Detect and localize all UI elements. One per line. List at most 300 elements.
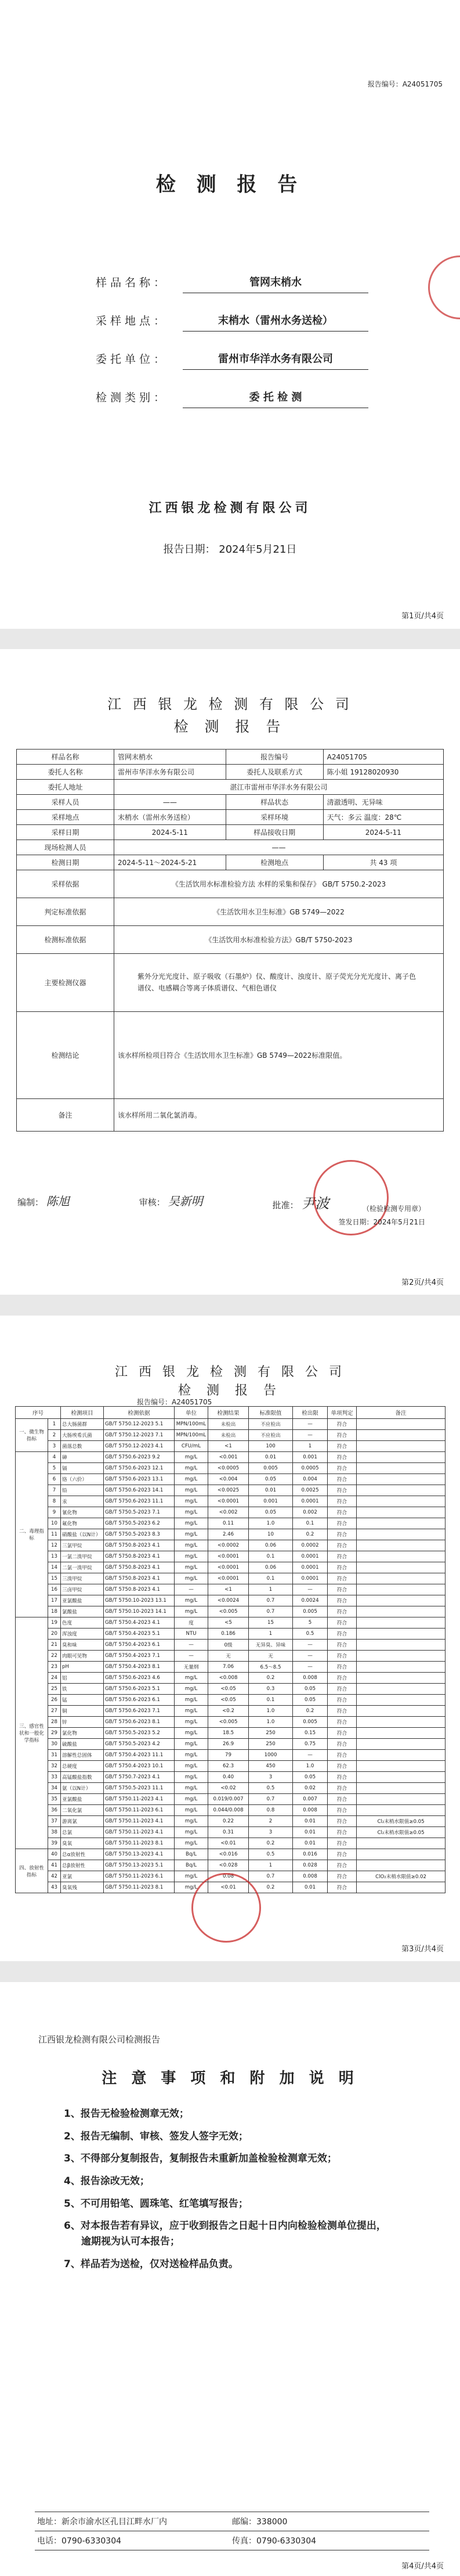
result-cell: 18.5 bbox=[208, 1728, 249, 1739]
result-cell: mg/L bbox=[175, 1871, 208, 1882]
result-cell: — bbox=[293, 1640, 328, 1651]
result-cell: GB/T 5750.11-2023 6.1 bbox=[104, 1805, 175, 1816]
result-cell: GB/T 5750.11-2023 4.1 bbox=[104, 1827, 175, 1838]
result-cell bbox=[357, 1540, 445, 1551]
result-cell: GB/T 5750.6-2023 9.2 bbox=[104, 1452, 175, 1463]
result-cell: <0.0001 bbox=[208, 1573, 249, 1584]
result-cell: GB/T 5750.12-2023 5.1 bbox=[104, 1419, 175, 1430]
result-cell: mg/L bbox=[175, 1695, 208, 1706]
result-cell: 符合 bbox=[328, 1518, 357, 1529]
result-cell: mg/L bbox=[175, 1882, 208, 1893]
report-title: 检 测 报 告 bbox=[178, 1384, 282, 1398]
result-row bbox=[16, 1452, 445, 1463]
cover-field-row bbox=[96, 382, 368, 408]
result-cell: 26.9 bbox=[208, 1739, 249, 1750]
result-cell: MPN/100mL bbox=[175, 1419, 208, 1430]
result-cell: 符合 bbox=[328, 1706, 357, 1717]
result-cell: 0.5 bbox=[249, 1783, 293, 1794]
report-title: 检 测 报 告 bbox=[155, 173, 305, 196]
result-cell bbox=[357, 1783, 445, 1794]
result-cell: 符合 bbox=[328, 1606, 357, 1617]
result-cell: 0.2 bbox=[249, 1882, 293, 1893]
result-cell: 3 bbox=[249, 1827, 293, 1838]
result-row bbox=[16, 1474, 445, 1485]
result-cell: 450 bbox=[249, 1761, 293, 1772]
result-cell bbox=[357, 1794, 445, 1805]
result-row bbox=[16, 1761, 445, 1772]
result-cell: <0.0002 bbox=[208, 1540, 249, 1551]
result-cell: mg/L bbox=[175, 1761, 208, 1772]
info-value: 2024-5-11～2024-5-21 bbox=[114, 855, 226, 870]
result-cell: 锰 bbox=[61, 1695, 104, 1706]
info-value: 湛江市雷州市华洋水务有限公司 bbox=[114, 780, 444, 795]
result-cell: 38 bbox=[48, 1827, 61, 1838]
result-cell: GB/T 5750.11-2023 4.1 bbox=[104, 1794, 175, 1805]
result-cell: 79 bbox=[208, 1750, 249, 1761]
result-cell: 硝酸盐（以N计） bbox=[61, 1529, 104, 1540]
result-cell: GB/T 5750.11-2023 6.1 bbox=[104, 1871, 175, 1882]
result-cell: GB/T 5750.6-2023 7.1 bbox=[104, 1706, 175, 1717]
result-cell: 0.01 bbox=[293, 1882, 328, 1893]
info-label: 委托人地址 bbox=[17, 780, 114, 795]
result-cell: 100 bbox=[249, 1441, 293, 1452]
result-cell: <0.002 bbox=[208, 1507, 249, 1518]
result-row bbox=[16, 1419, 445, 1430]
result-cell: 35 bbox=[48, 1794, 61, 1805]
result-cell: 62.3 bbox=[208, 1761, 249, 1772]
result-cell: GB/T 5750.4-2023 8.1 bbox=[104, 1662, 175, 1673]
column-header: 序号 bbox=[16, 1407, 61, 1419]
result-cell: 0.5 bbox=[293, 1629, 328, 1640]
result-cell: 0.019/0.007 bbox=[208, 1794, 249, 1805]
result-cell: 0.0001 bbox=[293, 1562, 328, 1573]
result-cell: 肉眼可见物 bbox=[61, 1651, 104, 1662]
result-cell: 亚氯酸盐 bbox=[61, 1794, 104, 1805]
report-number: 报告编号：A24051705 bbox=[137, 1398, 212, 1406]
result-cell: <0.01 bbox=[208, 1838, 249, 1849]
notes-list bbox=[64, 2109, 412, 2282]
column-header: 检测结果 bbox=[208, 1407, 249, 1419]
result-cell bbox=[357, 1441, 445, 1452]
result-cell: mg/L bbox=[175, 1518, 208, 1529]
info-row bbox=[17, 1012, 444, 1099]
result-row bbox=[16, 1838, 445, 1849]
result-cell bbox=[357, 1430, 445, 1441]
info-value: 2024-5-11 bbox=[323, 825, 443, 840]
result-cell: mg/L bbox=[175, 1452, 208, 1463]
result-cell: mg/L bbox=[175, 1529, 208, 1540]
info-value: 陈小姐 19128020930 bbox=[323, 765, 443, 780]
result-cell: 0.40 bbox=[208, 1772, 249, 1783]
result-cell: mg/L bbox=[175, 1750, 208, 1761]
field-value: 委 托 检 测 bbox=[183, 389, 368, 408]
result-cell: 未检出 bbox=[208, 1430, 249, 1441]
result-cell: 21 bbox=[48, 1640, 61, 1651]
result-cell: Cl₂末梢水限值≥0.05 bbox=[357, 1816, 445, 1827]
result-cell: 符合 bbox=[328, 1805, 357, 1816]
result-cell: mg/L bbox=[175, 1595, 208, 1606]
result-cell: <0.0024 bbox=[208, 1595, 249, 1606]
result-cell: mg/L bbox=[175, 1794, 208, 1805]
result-cell: GB/T 5750.12-2023 4.1 bbox=[104, 1441, 175, 1452]
result-cell: GB/T 5750.5-2023 7.1 bbox=[104, 1507, 175, 1518]
result-cell: 0.008 bbox=[293, 1805, 328, 1816]
result-cell: 符合 bbox=[328, 1584, 357, 1595]
company-name: 江 西 银 龙 检 测 有 限 公 司 bbox=[115, 1365, 345, 1379]
result-cell: 0.002 bbox=[293, 1507, 328, 1518]
note-item: 3、不得部分复制报告，复制报告未重新加盖检验检测章无效； bbox=[64, 2153, 337, 2165]
result-cell: 14 bbox=[48, 1562, 61, 1573]
result-cell: 30 bbox=[48, 1739, 61, 1750]
result-cell bbox=[357, 1474, 445, 1485]
result-cell: GB/T 5750.13-2023 4.1 bbox=[104, 1849, 175, 1860]
signature-approver: 批准： 尹波 bbox=[272, 1195, 329, 1212]
category-cell: 一、微生物指标 bbox=[16, 1419, 48, 1452]
result-cell: 硫酸盐 bbox=[61, 1739, 104, 1750]
field-label: 检测类别： bbox=[96, 391, 169, 404]
result-cell: 18 bbox=[48, 1606, 61, 1617]
sample-info-table bbox=[16, 749, 444, 1132]
result-row bbox=[16, 1573, 445, 1584]
column-header: 单位 bbox=[175, 1407, 208, 1419]
contact-row bbox=[35, 2512, 429, 2531]
result-cell: GB/T 5750.7-2023 4.1 bbox=[104, 1772, 175, 1783]
result-cell: 10 bbox=[249, 1529, 293, 1540]
result-cell: 符合 bbox=[328, 1540, 357, 1551]
result-cell: 总β放射性 bbox=[61, 1860, 104, 1871]
result-cell: <0.0001 bbox=[208, 1562, 249, 1573]
result-cell: 二氯一溴甲烷 bbox=[61, 1562, 104, 1573]
result-row bbox=[16, 1562, 445, 1573]
result-cell: 250 bbox=[249, 1739, 293, 1750]
report-number: 报告编号：A24051705 bbox=[367, 80, 443, 88]
result-cell: 43 bbox=[48, 1882, 61, 1893]
result-cell: 0.001 bbox=[293, 1452, 328, 1463]
result-cell: 0.001 bbox=[249, 1496, 293, 1507]
result-cell: GB/T 5750.4-2023 5.1 bbox=[104, 1629, 175, 1640]
result-cell: GB/T 5750.4-2023 7.1 bbox=[104, 1651, 175, 1662]
signature-compiler: 编制： 陈旭 bbox=[17, 1194, 70, 1208]
result-cell: 0.05 bbox=[249, 1474, 293, 1485]
result-cell: 符合 bbox=[328, 1838, 357, 1849]
result-cell: 0.7 bbox=[249, 1794, 293, 1805]
result-cell: <0.02 bbox=[208, 1783, 249, 1794]
result-cell: 无异臭、异味 bbox=[249, 1640, 293, 1651]
result-cell: 0.8 bbox=[249, 1805, 293, 1816]
info-label: 委托人名称 bbox=[17, 765, 114, 780]
result-row bbox=[16, 1430, 445, 1441]
result-cell: 0.016 bbox=[293, 1849, 328, 1860]
result-cell: 0.7 bbox=[249, 1595, 293, 1606]
result-row bbox=[16, 1783, 445, 1794]
result-cell bbox=[357, 1750, 445, 1761]
result-cell: GB/T 5750.5-2023 6.2 bbox=[104, 1518, 175, 1529]
result-cell: 铅 bbox=[61, 1485, 104, 1496]
result-cell: 10 bbox=[48, 1518, 61, 1529]
result-cell bbox=[357, 1706, 445, 1717]
result-cell: 符合 bbox=[328, 1783, 357, 1794]
page-footer: 第1页/共4页 bbox=[401, 612, 444, 621]
result-cell: mg/L bbox=[175, 1805, 208, 1816]
info-value: —— bbox=[114, 795, 226, 810]
result-cell: 0.005 bbox=[293, 1717, 328, 1728]
result-cell: 氨（以N计） bbox=[61, 1783, 104, 1794]
info-page bbox=[0, 649, 460, 1295]
info-label: 样品名称 bbox=[17, 750, 114, 765]
results-table bbox=[15, 1406, 445, 1893]
result-cell: 1 bbox=[48, 1419, 61, 1430]
result-cell: GB/T 5750.8-2023 4.1 bbox=[104, 1562, 175, 1573]
result-cell: 符合 bbox=[328, 1882, 357, 1893]
result-cell: 亚氯 bbox=[61, 1871, 104, 1882]
cover-field-row bbox=[96, 344, 368, 370]
result-cell bbox=[357, 1651, 445, 1662]
result-cell: 符合 bbox=[328, 1496, 357, 1507]
result-cell: 0.02 bbox=[293, 1783, 328, 1794]
result-row bbox=[16, 1584, 445, 1595]
result-cell: 0.005 bbox=[249, 1463, 293, 1474]
result-cell bbox=[357, 1761, 445, 1772]
result-cell: CFU/mL bbox=[175, 1441, 208, 1452]
info-label: 报告编号 bbox=[226, 750, 323, 765]
field-value: 雷州市华洋水务有限公司 bbox=[183, 351, 368, 370]
info-row bbox=[17, 810, 444, 825]
result-cell: mg/L bbox=[175, 1485, 208, 1496]
info-value: A24051705 bbox=[323, 750, 443, 765]
info-value: 雷州市华洋水务有限公司 bbox=[114, 765, 226, 780]
result-cell: 0.22 bbox=[208, 1816, 249, 1827]
result-cell bbox=[357, 1606, 445, 1617]
field-label: 采样地点： bbox=[96, 315, 169, 327]
result-row bbox=[16, 1551, 445, 1562]
result-cell: 0.028 bbox=[293, 1860, 328, 1871]
result-cell: 色度 bbox=[61, 1617, 104, 1629]
info-value: 紫外分光光度计、原子吸收（石墨炉）仪、酸度计、浊度计、原子荧光分光光度计、离子色谱仪、电感耦合等离子体质谱仪、气相色谱仪 bbox=[114, 954, 444, 1012]
result-cell: 0.0025 bbox=[293, 1485, 328, 1496]
result-cell bbox=[357, 1838, 445, 1849]
result-cell: mg/L bbox=[175, 1540, 208, 1551]
result-cell: — bbox=[293, 1662, 328, 1673]
result-cell: 一氯二溴甲烷 bbox=[61, 1551, 104, 1562]
result-cell: ClO₂末梢水限值≥0.02 bbox=[357, 1871, 445, 1882]
result-cell: 33 bbox=[48, 1772, 61, 1783]
result-cell: 氯酸盐 bbox=[61, 1606, 104, 1617]
result-cell: 0.2 bbox=[293, 1706, 328, 1717]
result-cell: 0.5 bbox=[249, 1849, 293, 1860]
result-cell: 0.008 bbox=[293, 1673, 328, 1684]
result-cell bbox=[357, 1584, 445, 1595]
result-cell: 0.3 bbox=[249, 1684, 293, 1695]
cover-page bbox=[0, 0, 460, 629]
note-item: 6、对本报告若有异议，应于收到报告之日起十日内向检验检测单位提出， bbox=[64, 2220, 386, 2232]
result-cell: 0.186 bbox=[208, 1629, 249, 1640]
result-cell: 铁 bbox=[61, 1684, 104, 1695]
result-cell: 0.7 bbox=[249, 1606, 293, 1617]
result-cell: 0.0001 bbox=[293, 1551, 328, 1562]
result-cell: mg/L bbox=[175, 1783, 208, 1794]
result-cell bbox=[357, 1562, 445, 1573]
result-cell: <0.005 bbox=[208, 1717, 249, 1728]
info-label: 采样人员 bbox=[17, 795, 114, 810]
info-label: 样品状态 bbox=[226, 795, 323, 810]
result-cell: 15 bbox=[249, 1617, 293, 1629]
result-cell: 2 bbox=[249, 1816, 293, 1827]
result-cell: 氰化物 bbox=[61, 1507, 104, 1518]
postcode: 邮编：338000 bbox=[232, 2517, 288, 2527]
result-row bbox=[16, 1695, 445, 1706]
result-cell: GB/T 5750.4-2023 4.1 bbox=[104, 1617, 175, 1629]
result-cell: 0.1 bbox=[249, 1695, 293, 1706]
result-cell bbox=[357, 1507, 445, 1518]
category-cell: 二、毒理指标 bbox=[16, 1452, 48, 1617]
result-cell bbox=[357, 1695, 445, 1706]
result-cell: 无 bbox=[208, 1651, 249, 1662]
result-cell: <5 bbox=[208, 1617, 249, 1629]
info-value: 共 43 项 bbox=[323, 855, 443, 870]
result-cell: 23 bbox=[48, 1662, 61, 1673]
result-cell: 砷 bbox=[61, 1452, 104, 1463]
result-row bbox=[16, 1617, 445, 1629]
result-cell: 0.0005 bbox=[293, 1463, 328, 1474]
result-cell: 12 bbox=[48, 1540, 61, 1551]
result-row bbox=[16, 1463, 445, 1474]
result-cell: 1 bbox=[293, 1441, 328, 1452]
results-seal-stamp bbox=[191, 1873, 261, 1943]
result-cell: 1.0 bbox=[293, 1761, 328, 1772]
result-row bbox=[16, 1750, 445, 1761]
notes-page bbox=[0, 1982, 460, 2576]
result-cell: 9 bbox=[48, 1507, 61, 1518]
result-cell: mg/L bbox=[175, 1573, 208, 1584]
result-cell: <0.05 bbox=[208, 1695, 249, 1706]
result-cell: 符合 bbox=[328, 1640, 357, 1651]
result-cell: 36 bbox=[48, 1805, 61, 1816]
result-cell: 0.0024 bbox=[293, 1595, 328, 1606]
result-cell: mg/L bbox=[175, 1551, 208, 1562]
result-cell: 锌 bbox=[61, 1717, 104, 1728]
result-cell: 2 bbox=[48, 1430, 61, 1441]
result-cell: mg/L bbox=[175, 1496, 208, 1507]
info-value: 末梢水（雷州水务送检） bbox=[114, 810, 226, 825]
result-cell bbox=[357, 1673, 445, 1684]
notes-header: 江西银龙检测有限公司检测报告 bbox=[38, 2034, 161, 2045]
result-cell: GB/T 5750.8-2023 4.1 bbox=[104, 1551, 175, 1562]
result-cell: 16 bbox=[48, 1584, 61, 1595]
result-cell: GB/T 5750.4-2023 10.1 bbox=[104, 1761, 175, 1772]
result-cell: 250 bbox=[249, 1728, 293, 1739]
result-cell: 符合 bbox=[328, 1441, 357, 1452]
result-cell: <0.005 bbox=[208, 1606, 249, 1617]
result-cell: GB/T 5750.13-2023 5.1 bbox=[104, 1860, 175, 1871]
info-row bbox=[17, 825, 444, 840]
result-row bbox=[16, 1529, 445, 1540]
info-row bbox=[17, 750, 444, 765]
result-cell: 符合 bbox=[328, 1507, 357, 1518]
page-footer: 第3页/共4页 bbox=[401, 1945, 444, 1954]
result-cell: 符合 bbox=[328, 1651, 357, 1662]
result-row bbox=[16, 1717, 445, 1728]
result-cell: 符合 bbox=[328, 1629, 357, 1640]
info-row bbox=[17, 870, 444, 898]
result-cell: 0.01 bbox=[293, 1827, 328, 1838]
result-cell: 3 bbox=[249, 1772, 293, 1783]
result-cell: 符合 bbox=[328, 1695, 357, 1706]
result-cell: 符合 bbox=[328, 1551, 357, 1562]
result-cell: 0.007 bbox=[293, 1794, 328, 1805]
result-cell: 0.1 bbox=[293, 1518, 328, 1529]
result-cell: 1000 bbox=[249, 1750, 293, 1761]
handwritten-signature: 吴新明 bbox=[168, 1194, 203, 1208]
result-row bbox=[16, 1518, 445, 1529]
result-cell: 8 bbox=[48, 1496, 61, 1507]
result-row bbox=[16, 1496, 445, 1507]
result-cell bbox=[357, 1595, 445, 1606]
result-cell: 符合 bbox=[328, 1485, 357, 1496]
result-cell: 铬（六价） bbox=[61, 1474, 104, 1485]
result-cell: MPN/100mL bbox=[175, 1430, 208, 1441]
result-cell: GB/T 5750.5-2023 8.3 bbox=[104, 1529, 175, 1540]
result-cell: mg/L bbox=[175, 1728, 208, 1739]
result-cell: 菌落总数 bbox=[61, 1441, 104, 1452]
result-cell bbox=[357, 1629, 445, 1640]
result-cell: <0.016 bbox=[208, 1849, 249, 1860]
cover-field-row bbox=[96, 305, 368, 332]
result-cell: mg/L bbox=[175, 1562, 208, 1573]
result-cell: mg/L bbox=[175, 1673, 208, 1684]
results-page bbox=[0, 1316, 460, 1961]
result-cell bbox=[357, 1617, 445, 1629]
result-cell: 0.06 bbox=[249, 1540, 293, 1551]
result-cell: 符合 bbox=[328, 1474, 357, 1485]
result-cell: 浑浊度 bbox=[61, 1629, 104, 1640]
info-label: 备注 bbox=[17, 1099, 114, 1132]
result-cell: — bbox=[293, 1750, 328, 1761]
result-cell bbox=[357, 1529, 445, 1540]
result-cell: <0.028 bbox=[208, 1860, 249, 1871]
result-cell: 26 bbox=[48, 1695, 61, 1706]
info-value: 该水样所用二氧化氯消毒。 bbox=[114, 1099, 444, 1132]
result-cell bbox=[357, 1573, 445, 1584]
result-cell: 符合 bbox=[328, 1849, 357, 1860]
result-row bbox=[16, 1684, 445, 1695]
result-cell: 1.0 bbox=[249, 1717, 293, 1728]
result-row bbox=[16, 1706, 445, 1717]
result-cell: — bbox=[175, 1640, 208, 1651]
result-cell: 0.005 bbox=[293, 1606, 328, 1617]
result-cell: 6.5～8.5 bbox=[249, 1662, 293, 1673]
info-label: 主要检测仪器 bbox=[17, 954, 114, 1012]
result-row bbox=[16, 1860, 445, 1871]
result-cell: GB/T 5750.4-2023 11.1 bbox=[104, 1750, 175, 1761]
result-cell: 0.01 bbox=[293, 1838, 328, 1849]
result-cell: 0.75 bbox=[293, 1739, 328, 1750]
result-cell: 0.0001 bbox=[293, 1573, 328, 1584]
result-row bbox=[16, 1794, 445, 1805]
result-cell: GB/T 5750.6-2023 6.1 bbox=[104, 1695, 175, 1706]
result-cell: 符合 bbox=[328, 1562, 357, 1573]
note-item: 5、不可用铅笔、圆珠笔、红笔填写报告； bbox=[64, 2197, 248, 2210]
result-cell: 0.0002 bbox=[293, 1540, 328, 1551]
result-cell bbox=[357, 1860, 445, 1871]
info-row bbox=[17, 795, 444, 810]
result-cell: <0.0005 bbox=[208, 1463, 249, 1474]
result-cell: 0.004 bbox=[293, 1474, 328, 1485]
contact-row bbox=[35, 2531, 429, 2550]
fax: 传真：0790-6330304 bbox=[232, 2537, 317, 2546]
result-cell: 1.0 bbox=[249, 1518, 293, 1529]
result-cell: 0.01 bbox=[293, 1816, 328, 1827]
result-cell: 0.008 bbox=[293, 1871, 328, 1882]
